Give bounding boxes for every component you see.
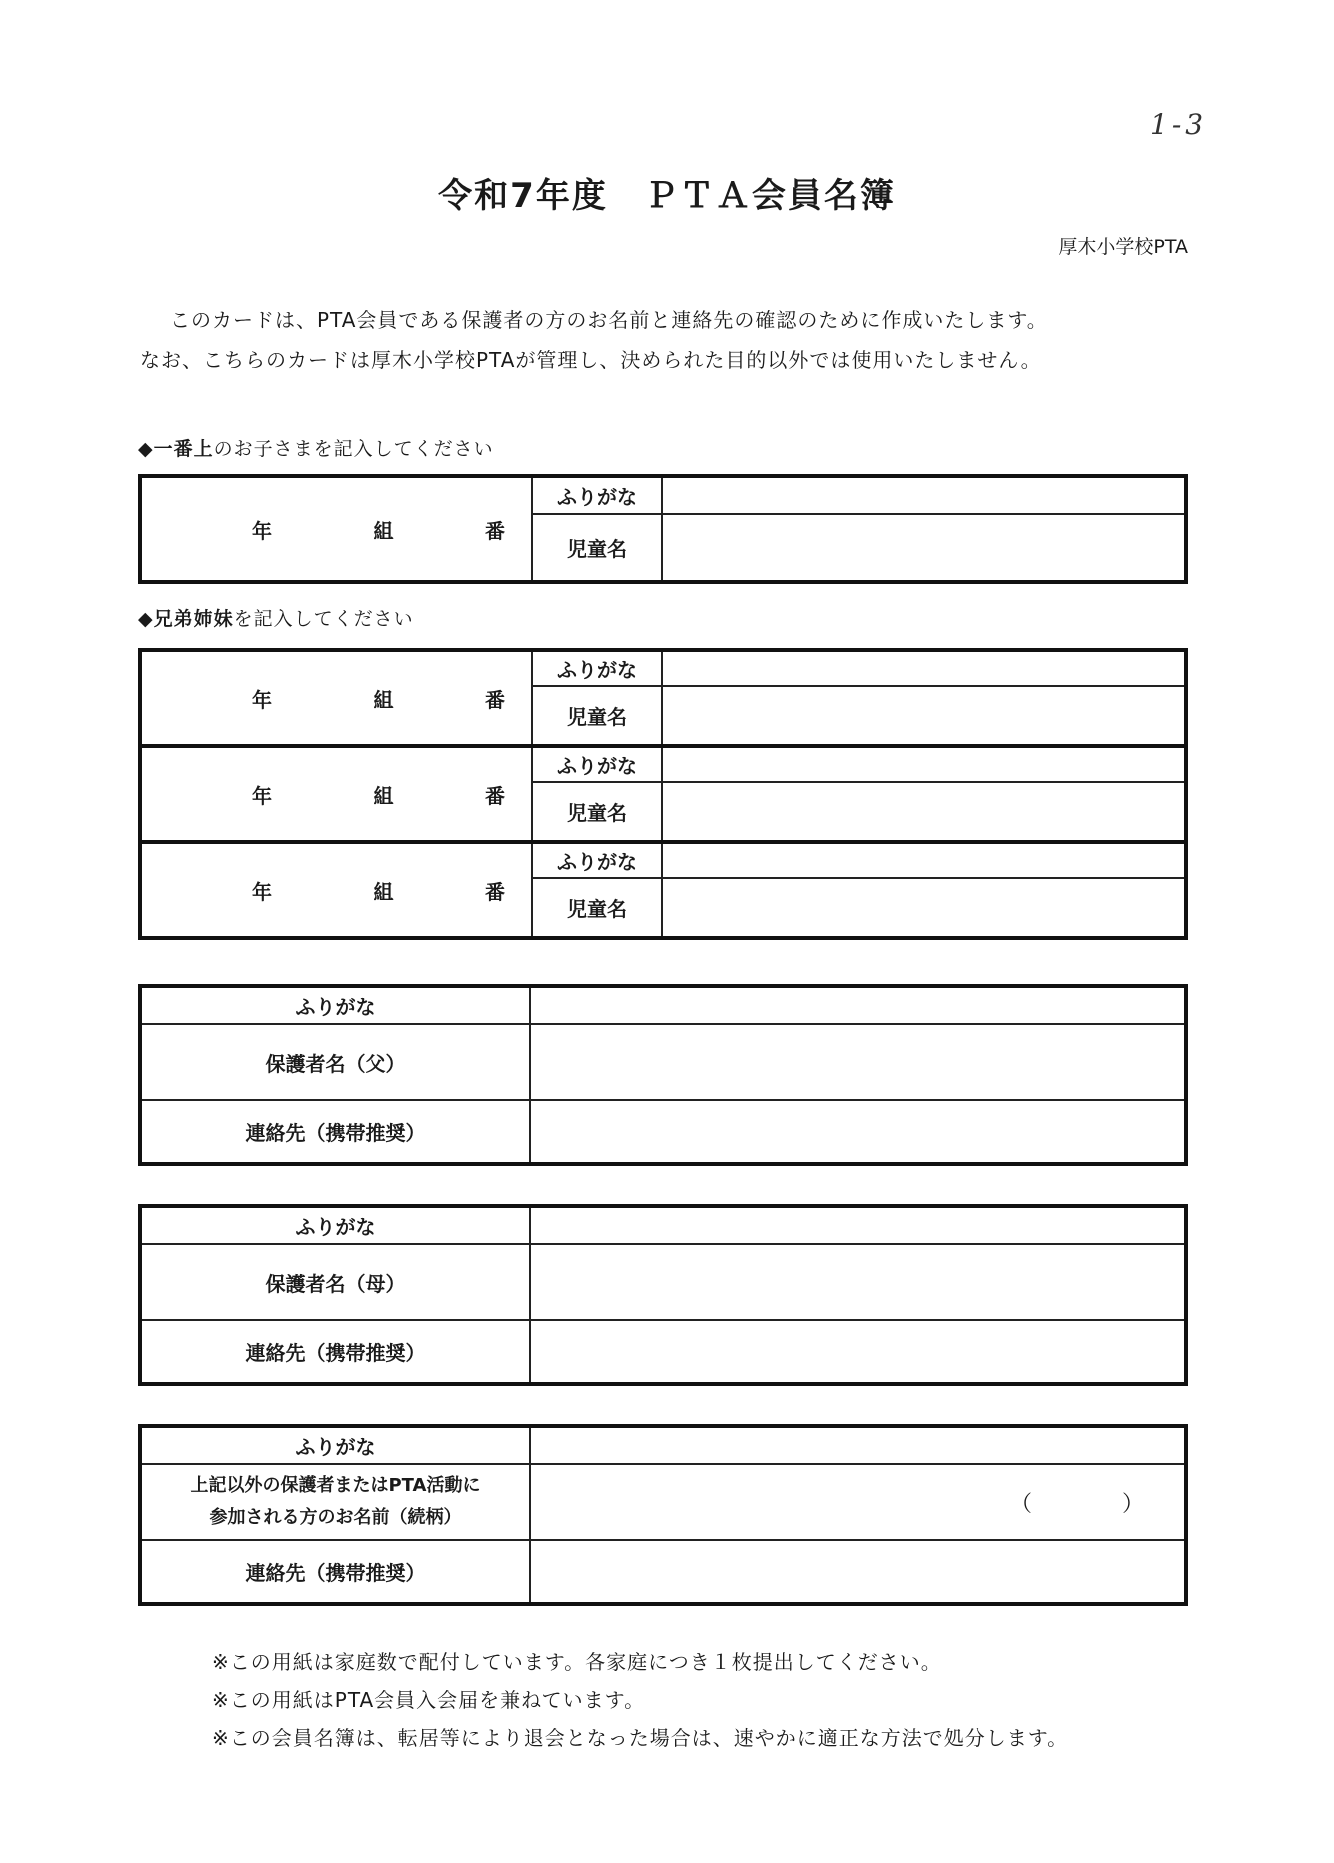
intro-line-1: このカードは、PTA会員である保護者の方のお名前と連絡先の確認のために作成いたします。 — [170, 308, 1048, 332]
nen-label: 年 — [252, 783, 272, 808]
child-name-field[interactable] — [662, 878, 1186, 938]
note-3: ※この会員名簿は、転居等により退会となった場合は、速やかに適正な方法で処分します。 — [212, 1726, 1069, 1750]
eldest-child-table — [138, 474, 1188, 584]
father-table — [138, 984, 1188, 1166]
furigana-field[interactable] — [662, 476, 1186, 514]
note-2: ※この用紙はPTA会員入会届を兼ねています。 — [212, 1688, 646, 1712]
furigana-label: ふりがな — [532, 842, 662, 878]
grade-class-number — [142, 876, 531, 905]
section-eldest-bold: 一番上 — [153, 438, 214, 460]
siblings-table — [138, 648, 1188, 940]
page-number: 1-3 — [1150, 108, 1208, 141]
child-name-label: 児童名 — [532, 782, 662, 842]
child-name-label: 児童名 — [532, 514, 662, 582]
kumi-label: 組 — [373, 783, 394, 808]
grade-class-number-cell — [140, 650, 532, 746]
grade-class-number-cell — [140, 842, 532, 938]
grade-class-number — [142, 515, 531, 544]
mother-contact-label: 連絡先（携帯推奨） — [140, 1320, 530, 1384]
nen-label: 年 — [252, 687, 272, 712]
furigana-label: ふりがな — [532, 476, 662, 514]
other-furigana-field[interactable] — [530, 1426, 1186, 1464]
grade-class-number-cell — [140, 476, 532, 582]
relationship-parentheses — [531, 1487, 1184, 1518]
ban-label: 番 — [485, 518, 505, 543]
mother-furigana-field[interactable] — [530, 1206, 1186, 1244]
note-1: ※この用紙は家庭数で配付しています。各家庭につき１枚提出してください。 — [212, 1650, 942, 1674]
father-furigana-label: ふりがな — [140, 986, 530, 1024]
section-eldest-heading — [138, 434, 494, 461]
kumi-label: 組 — [373, 879, 394, 904]
child-name-field[interactable] — [662, 514, 1186, 582]
section-eldest-rest: のお子さまを記入してください — [213, 438, 494, 460]
grade-class-number — [142, 780, 531, 809]
kumi-label: 組 — [373, 687, 394, 712]
furigana-field[interactable] — [662, 650, 1186, 686]
child-name-label: 児童名 — [532, 686, 662, 746]
mother-contact-field[interactable] — [530, 1320, 1186, 1384]
child-name-field[interactable] — [662, 782, 1186, 842]
intro-text — [140, 300, 1240, 380]
section-eldest-bullet: ◆ — [138, 438, 154, 460]
other-name-label — [140, 1464, 530, 1540]
page-title: 令和7年度 ＰＴＡ会員名簿 — [438, 176, 896, 216]
organization-name: 厚木小学校PTA — [1058, 236, 1188, 258]
other-guardian-table — [138, 1424, 1188, 1606]
father-contact-label: 連絡先（携帯推奨） — [140, 1100, 530, 1164]
nen-label: 年 — [252, 879, 272, 904]
furigana-label: ふりがな — [532, 650, 662, 686]
other-name-label-line-1: 上記以外の保護者またはPTA活動に — [190, 1475, 481, 1496]
paren-open: （ — [1009, 1491, 1032, 1517]
kumi-label: 組 — [373, 518, 394, 543]
furigana-field[interactable] — [662, 842, 1186, 878]
section-siblings-bullet: ◆ — [138, 608, 154, 630]
father-furigana-field[interactable] — [530, 986, 1186, 1024]
mother-furigana-label: ふりがな — [140, 1206, 530, 1244]
section-siblings-bold: 兄弟姉妹 — [153, 608, 234, 630]
mother-name-field[interactable] — [530, 1244, 1186, 1320]
child-name-field[interactable] — [662, 686, 1186, 746]
grade-class-number — [142, 684, 531, 713]
grade-class-number-cell — [140, 746, 532, 842]
other-furigana-label: ふりがな — [140, 1426, 530, 1464]
other-name-field[interactable] — [530, 1464, 1186, 1540]
ban-label: 番 — [485, 879, 505, 904]
father-name-label: 保護者名（父） — [140, 1024, 530, 1100]
paren-close: ） — [1121, 1491, 1144, 1517]
other-contact-label: 連絡先（携帯推奨） — [140, 1540, 530, 1604]
intro-line-2: なお、こちらのカードは厚木小学校PTAが管理し、決められた目的以外では使用いたしません。 — [140, 348, 1042, 372]
father-name-field[interactable] — [530, 1024, 1186, 1100]
child-name-label: 児童名 — [532, 878, 662, 938]
furigana-label: ふりがな — [532, 746, 662, 782]
other-contact-field[interactable] — [530, 1540, 1186, 1604]
ban-label: 番 — [485, 783, 505, 808]
nen-label: 年 — [252, 518, 272, 543]
mother-name-label: 保護者名（母） — [140, 1244, 530, 1320]
furigana-field[interactable] — [662, 746, 1186, 782]
ban-label: 番 — [485, 687, 505, 712]
mother-table — [138, 1204, 1188, 1386]
section-siblings-rest: を記入してください — [233, 608, 414, 630]
section-siblings-heading — [138, 604, 414, 631]
father-contact-field[interactable] — [530, 1100, 1186, 1164]
other-name-label-line-2: 参加される方のお名前（続柄） — [209, 1507, 462, 1528]
